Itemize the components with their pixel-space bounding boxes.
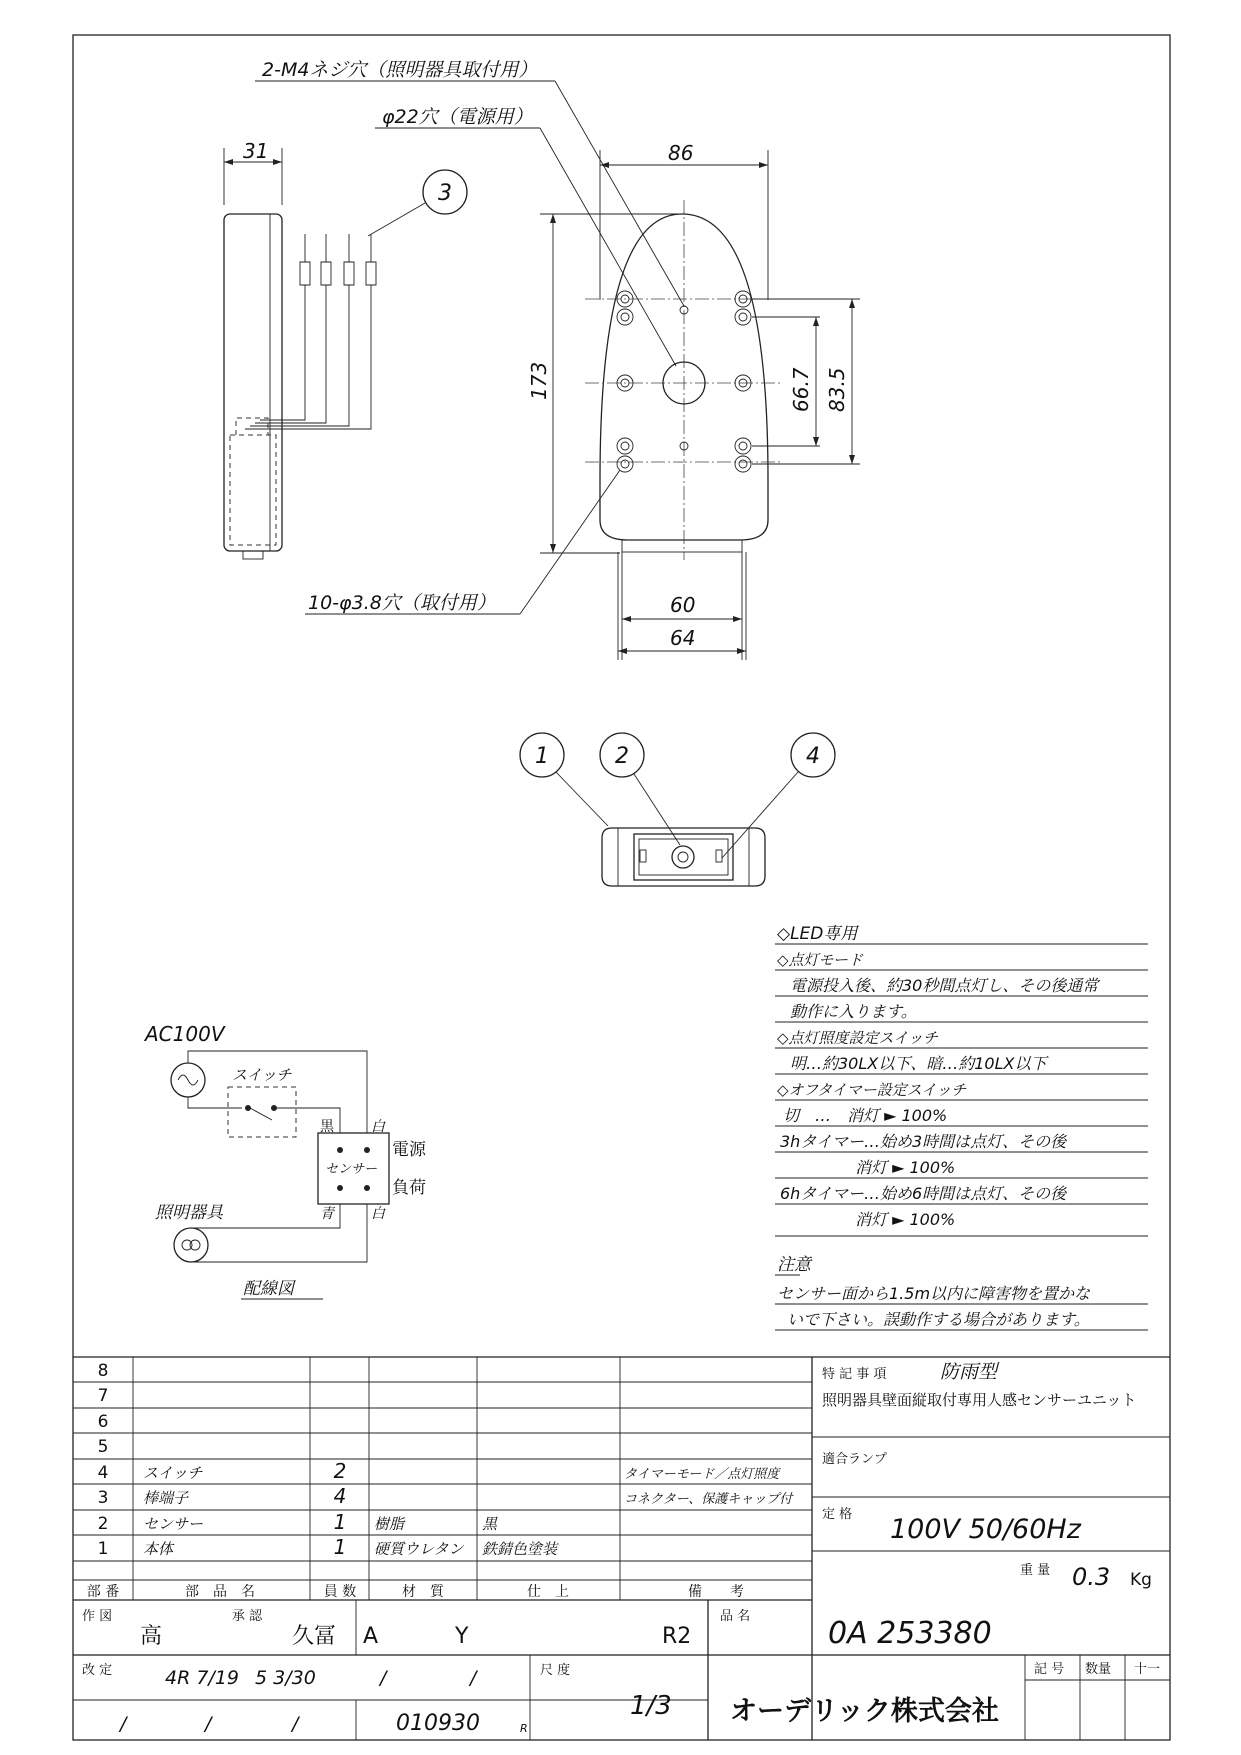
- parts-cell-material: 硬質ウレタン: [374, 1540, 464, 1558]
- dim-base: [618, 552, 746, 660]
- svg-text:久冨: 久冨: [292, 1624, 337, 1649]
- svg-text:品 名: 品 名: [720, 1609, 751, 1624]
- dim-base-outer-label: 64: [670, 626, 696, 650]
- parts-cell-no: 8: [97, 1361, 109, 1381]
- wiring-power-label: 電源: [392, 1140, 426, 1160]
- svg-text:5 3/30: 5 3/30: [255, 1667, 316, 1689]
- svg-text:改 定: 改 定: [82, 1663, 113, 1678]
- svg-text:1: 1: [535, 744, 549, 769]
- wiring-load-label: 負荷: [392, 1178, 426, 1198]
- leader-screw-holes: [255, 59, 684, 306]
- wiring-diagram: [143, 1022, 427, 1299]
- dim-side-depth-label: 31: [243, 139, 269, 163]
- dim-pitch-inner-label: 66.7: [789, 367, 813, 412]
- parts-header-cell: 部 番: [86, 1584, 120, 1600]
- parts-cell-no: 4: [97, 1463, 109, 1483]
- svg-text:重 量: 重 量: [1020, 1563, 1051, 1578]
- wire-black-label: 黒: [320, 1119, 334, 1135]
- svg-text:数量: 数量: [1085, 1662, 1112, 1677]
- svg-text:作 図: 作 図: [82, 1609, 113, 1624]
- wiring-switch-label: スイッチ: [232, 1066, 292, 1084]
- parts-header-cell: 部 品 名: [185, 1584, 255, 1600]
- front-view: [585, 200, 783, 560]
- svg-text:0A 253380: 0A 253380: [828, 1616, 992, 1651]
- svg-text:4R 7/19: 4R 7/19: [165, 1667, 239, 1689]
- svg-text:センサー面から1.5m以内に障害物を置かな: センサー面から1.5m以内に障害物を置かな: [777, 1284, 1091, 1303]
- parts-cell-name: スイッチ: [143, 1464, 203, 1482]
- svg-text:010930: 010930: [396, 1711, 480, 1736]
- svg-text:◇LED専用: ◇LED専用: [777, 924, 858, 944]
- svg-text:2: 2: [615, 744, 629, 769]
- svg-text:明…約30LX以下、暗…約10LX以下: 明…約30LX以下、暗…約10LX以下: [790, 1054, 1047, 1073]
- dim-width-label: 86: [668, 141, 694, 165]
- parts-cell-qty: 4: [333, 1484, 347, 1508]
- wiring-supply-label: AC100V: [145, 1022, 225, 1046]
- svg-text:消灯 ► 100%: 消灯 ► 100%: [855, 1158, 956, 1177]
- dim-height-label: 173: [527, 361, 551, 400]
- svg-text:いで下さい。誤動作する場合があります。: いで下さい。誤動作する場合があります。: [787, 1310, 1090, 1329]
- svg-text:高: 高: [140, 1624, 163, 1649]
- notes-block: [775, 924, 1148, 1330]
- svg-text:◇オフタイマー設定スイッチ: ◇オフタイマー設定スイッチ: [777, 1081, 967, 1099]
- svg-text:R: R: [520, 1722, 528, 1735]
- title-block: [73, 1600, 1170, 1740]
- svg-text:尺 度: 尺 度: [540, 1663, 571, 1678]
- dim-side-depth: [224, 139, 282, 205]
- parts-cell-remark: コネクター、保護キャップ付: [624, 1492, 793, 1507]
- svg-text:4: 4: [806, 744, 820, 769]
- svg-text:Y: Y: [455, 1624, 469, 1649]
- parts-cell-no: 1: [97, 1539, 109, 1559]
- wiring-caption: 配線図: [243, 1279, 294, 1299]
- svg-text:Kg: Kg: [1130, 1570, 1152, 1590]
- company-name: オーデリック株式会社: [730, 1696, 999, 1727]
- screw-holes-label: 2-M4ネジ穴（照明器具取付用）: [262, 59, 538, 81]
- parts-cell-no: 5: [97, 1437, 109, 1457]
- parts-cell-qty: 1: [333, 1510, 347, 1534]
- parts-cell-name: 棒端子: [143, 1489, 189, 1507]
- dim-base-inner-label: 60: [670, 593, 696, 617]
- svg-text:◇点灯照度設定スイッチ: ◇点灯照度設定スイッチ: [777, 1029, 938, 1047]
- svg-text:記 号: 記 号: [1034, 1662, 1065, 1677]
- leader-mount-holes: [305, 470, 620, 614]
- svg-text:十一: 十一: [1134, 1662, 1161, 1677]
- mount-holes-label: 10-φ3.8穴（取付用）: [308, 592, 496, 614]
- svg-text:適合ランプ: 適合ランプ: [822, 1452, 888, 1467]
- fixture-lamp-icon: [174, 1228, 208, 1262]
- svg-text:1/3: 1/3: [630, 1691, 672, 1721]
- parts-cell-no: 3: [97, 1488, 109, 1508]
- leader-power-hole: [375, 106, 676, 366]
- parts-header-cell: 員 数: [323, 1584, 357, 1600]
- side-view: [224, 214, 376, 559]
- svg-text:定 格: 定 格: [822, 1507, 853, 1522]
- balloon-4: [722, 733, 835, 858]
- svg-text:0.3: 0.3: [1072, 1563, 1111, 1591]
- parts-header-cell: 材 質: [402, 1584, 444, 1600]
- parts-cell-name: 本体: [143, 1540, 174, 1558]
- parts-cell-finish: 黒: [482, 1515, 498, 1533]
- balloon-3: [368, 170, 467, 236]
- parts-header-cell: 備 考: [688, 1584, 744, 1600]
- svg-text:R2: R2: [662, 1624, 692, 1649]
- wiring-fixture-label: 照明器具: [155, 1203, 223, 1223]
- spec-block: [812, 1361, 1170, 1591]
- svg-text:6hタイマー…始め6時間は点灯、その後: 6hタイマー…始め6時間は点灯、その後: [780, 1184, 1067, 1203]
- svg-text:電源投入後、約30秒間点灯し、その後通常: 電源投入後、約30秒間点灯し、その後通常: [790, 976, 1099, 995]
- parts-header-cell: 仕 上: [527, 1584, 569, 1600]
- parts-cell-material: 樹脂: [374, 1515, 405, 1533]
- svg-text:消灯 ► 100%: 消灯 ► 100%: [855, 1210, 956, 1229]
- svg-text:切 … 消灯 ► 100%: 切 … 消灯 ► 100%: [783, 1106, 948, 1125]
- svg-text:動作に入ります。: 動作に入ります。: [790, 1002, 917, 1021]
- parts-cell-remark: タイマーモード／点灯照度: [624, 1467, 780, 1482]
- svg-text:承 認: 承 認: [232, 1609, 263, 1624]
- svg-text:/: /: [380, 1667, 387, 1689]
- svg-text:/: /: [470, 1667, 477, 1689]
- power-hole-label: φ22穴（電源用）: [382, 106, 533, 128]
- parts-cell-no: 7: [97, 1386, 109, 1406]
- svg-text:100V 50/60Hz: 100V 50/60Hz: [890, 1514, 1081, 1545]
- svg-text:3: 3: [438, 181, 452, 206]
- balloon-1: [520, 733, 608, 826]
- parts-cell-no: 2: [97, 1514, 109, 1534]
- parts-cell-qty: 1: [333, 1535, 347, 1559]
- parts-cell-no: 6: [97, 1412, 109, 1432]
- wire-blue-label: 青: [320, 1206, 334, 1222]
- parts-cell-name: センサー: [143, 1515, 204, 1533]
- dim-pitch-outer-label: 83.5: [825, 367, 849, 412]
- svg-text:/: /: [292, 1713, 299, 1735]
- wire-white-top-label: 白: [371, 1119, 385, 1135]
- svg-text:特 記 事 項: 特 記 事 項: [822, 1367, 887, 1382]
- wire-white-bottom-label: 白: [371, 1206, 385, 1222]
- parts-table-text: [87, 1361, 794, 1600]
- svg-text:注意: 注意: [777, 1255, 811, 1275]
- svg-text:/: /: [120, 1713, 127, 1735]
- svg-text:A: A: [363, 1624, 379, 1649]
- wiring-sensor-label: センサー: [325, 1162, 378, 1177]
- dim-pitch: [752, 299, 860, 464]
- svg-text:3hタイマー…始め3時間は点灯、その後: 3hタイマー…始め3時間は点灯、その後: [780, 1132, 1067, 1151]
- svg-text:照明器具壁面縦取付専用人感センサーユニット: 照明器具壁面縦取付専用人感センサーユニット: [822, 1391, 1137, 1409]
- svg-text:◇点灯モード: ◇点灯モード: [777, 951, 863, 969]
- svg-text:防雨型: 防雨型: [940, 1361, 998, 1383]
- parts-cell-qty: 2: [333, 1459, 347, 1483]
- svg-text:/: /: [205, 1713, 212, 1735]
- parts-cell-finish: 鉄錆色塗装: [482, 1540, 558, 1558]
